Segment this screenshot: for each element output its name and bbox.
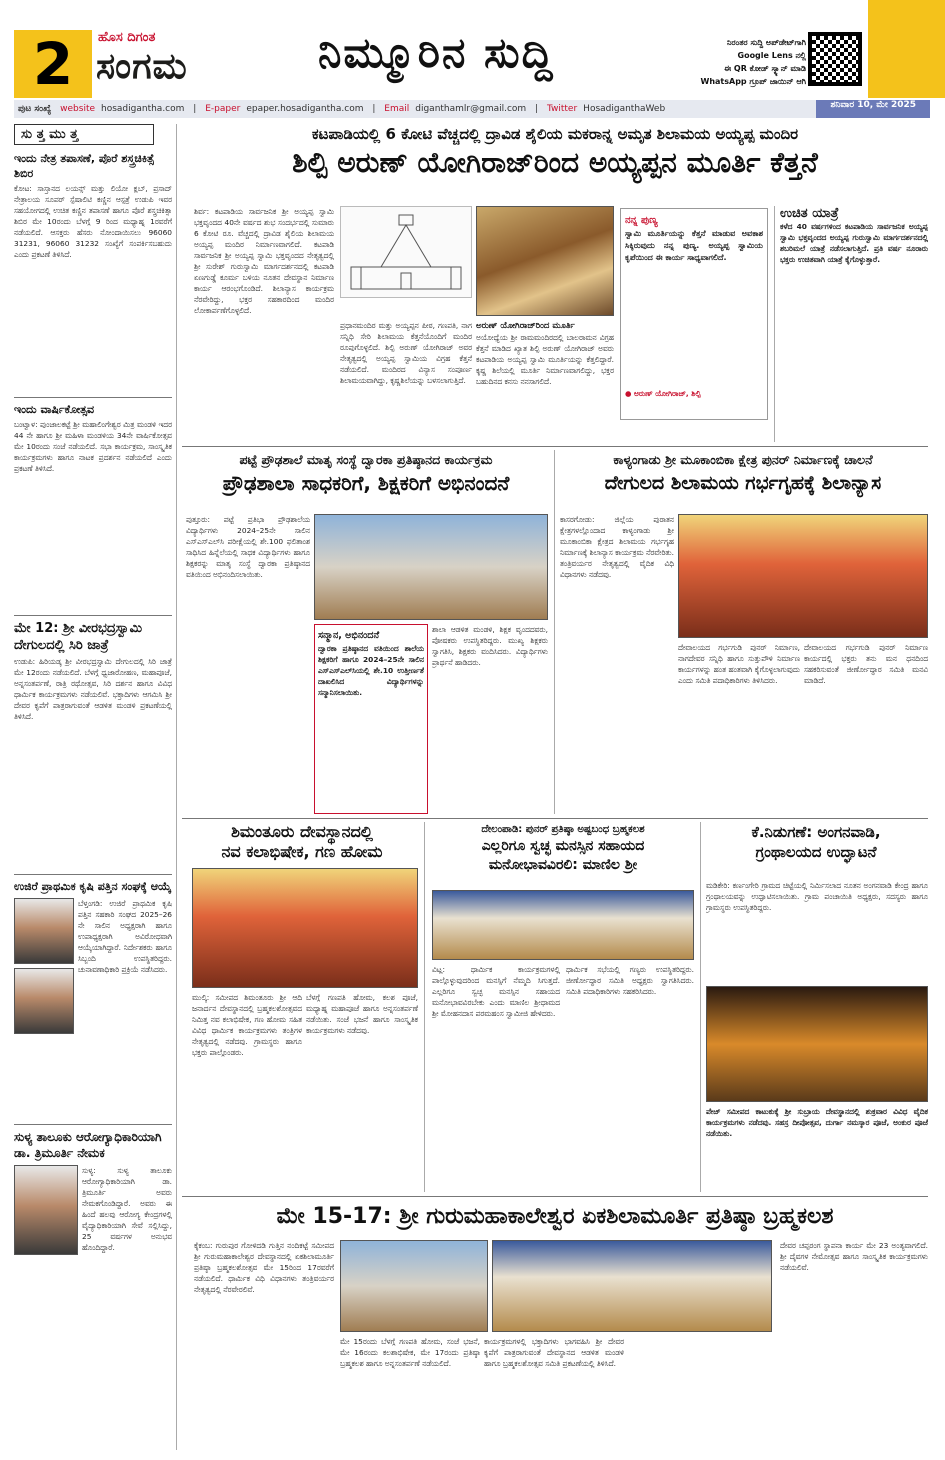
brand-small: ಹೊಸ ದಿಗಂತ: [98, 30, 156, 45]
main-col1: ಶಿರ್ವ: ಕಟಪಾಡಿಯ ಸಾರ್ವಜನಿಕ ಶ್ರೀ ಅಯ್ಯಪ್ಪ ಸ್ವಾಮಿ ಭಕ್ತವೃಂದದ 40ನೇ ವರ್ಷದ ಶುಭ ಸಂದರ್ಭದಲ್ಲಿ ಸುಮಾರು 6 ಕೋಟಿ ರೂ. ವೆಚ್ಚದಲ್ಲಿ ದ್ರಾವಿಡ ಶೈಲಿಯ ಶಿಲಾಮಯ ಅಯ್ಯಪ್ಪ ಮಂದಿರ ನಿರ್ಮಾಣವಾಗಲಿದೆ. ಕಟಪಾಡಿ ಸಾರ್ವಜನಿಕ ಶ್ರೀ ಅಯ್ಯಪ್ಪ ಸ್ವಾಮಿ ಭಕ್ತವೃಂದದ ನೇತೃತ್ವದಲ್ಲಿ ಶ್ರೀ ಸುರೇಶ್ ಗುರುಸ್ವಾಮಿ ಮಾರ್ಗದರ್ಶನದಲ್ಲಿ ಕಟಪಾಡಿ ಏಣಗುಡ್ಡೆ ಕೂರ್ಮ ಬಳಿಯ ನೂತನ ದೇವಸ್ಥಾನ ನಿರ್ಮಾಣ ಕಾರ್ಯ ಆರಂಭಗೊಂಡಿದೆ. ಶಿಲಾನ್ಯಾಸ ಕಾರ್ಯಕ್ರಮ ನೆರವೇರಿದ್ದು, ಭಕ್ತರ ಸಹಕಾರದಿಂದ ಮಂದಿರ ಲೋಕಾರ್ಪಣೆಗೊಳ್ಳಲಿದೆ.: [194, 207, 334, 315]
brief-text: ಕೋಟ: ಸಾಸ್ತಾನದ ಲಯನ್ಸ್ ಮತ್ತು ಲಿಯೋ ಕ್ಲಬ್, ಪ್ರಸಾದ್ ನೇತ್ರಾಲಯ ಸೂಪರ್ ಸ್ಪೆಷಾಲಿಟಿ ಕಣ್ಣಿನ ಆಸ್ಪತ್ರೆ ಉಡುಪಿ ಇವರ ಸಹಯೋಗದಲ್ಲಿ ಉಚಿತ ಕಣ್ಣಿನ ತಪಾಸಣೆ ಹಾಗೂ ಪೊರೆ ಶಸ್ತ್ರಚಿಕಿತ್ಸಾ ಶಿಬಿರ ಮೇ 10ರಂದು ಬೆಳಗ್ಗೆ 9 ರಿಂದ ಮಧ್ಯಾಹ್ನ 1ರವರೆಗೆ ನಡೆಯಲಿದೆ. ಆಸಕ್ತರು ಹೆಸರು ನೋಂದಾಯಿಸಲು 96060 31231, 96060 31232 ಸಂಖ್ಯೆಗೆ ಸಂಪರ್ಕಿಸಬಹುದು ಎಂದು ಪ್ರಕಟಣೆ ತಿಳಿಸಿದೆ.: [14, 184, 172, 259]
column-section-label: ಸು ತ್ತ ಮು ತ್ತ: [14, 124, 154, 145]
story-school: [182, 450, 550, 496]
website-label: website: [60, 104, 96, 114]
brief-text: ಬಂಟ್ವಾಳ: ಪುಂಜಾಲಕಟ್ಟೆ ಶ್ರೀ ಮಹಾಲಿಂಗೇಶ್ವರ ಮಿತ್ರ ಮಂಡಳಿ ಇದರ 44 ನೇ ಹಾಗೂ ಶ್ರೀ ಮಹಿಳಾ ಮಂಡಳಿಯ 34ನೇ ವಾರ್ಷಿಕೋತ್ಸವ ಮೇ 10ರಂದು ಸಂಜೆ ನಡೆಯಲಿದೆ. ಸಭಾ ಕಾರ್ಯಕ್ರಮ, ಸಾಂಸ್ಕೃತಿಕ ಕಾರ್ಯಕ್ರಮಗಳು ಹಾಗೂ ನಾಟಕ ಪ್ರದರ್ಶನ ನಡೆಯಲಿದೆ ಎಂದು ಪ್ರಕಟಣೆ ತಿಳಿಸಿದೆ.: [14, 420, 172, 473]
page-number: 2: [14, 30, 92, 98]
brand-logo: ಸಂಗಮ: [96, 46, 188, 87]
story-gurupura-col4: ದೇವರ ಚಪ್ಪರಂಗ ಸ್ಥಾಪನಾ ಕಾರ್ಯ ಮೇ 23 ಅಂತ್ಯವಾಗಲಿದೆ. ಶ್ರೀ ದೈವಗಳ ನೇಮೋತ್ಸವ ಹಾಗೂ ಸಾಂಸ್ಕೃತಿಕ ಕಾರ್ಯಕ್ರಮಗಳು ನಡೆಯಲಿವೆ.: [780, 1241, 928, 1272]
main-headline: ಶಿಲ್ಪಿ ಅರುಣ್ ಯೋಗಿರಾಜ್‌ರಿಂದ ಅಯ್ಯಪ್ಪನ ಮೂರ್ತಿ ಕೆತ್ತನೆ: [292, 146, 818, 179]
students-group-photo: [314, 514, 548, 620]
foundation-ceremony-photo: [678, 514, 928, 638]
side-title: ಉಚಿತ ಯಾತ್ರೆ: [780, 206, 839, 221]
story-school-col3: ಶಾಲಾ ಆಡಳಿತ ಮಂಡಳಿ, ಶಿಕ್ಷಕ ವೃಂದದವರು, ಪೋಷಕರು ಉಪಸ್ಥಿತರಿದ್ದರು. ಮುಖ್ಯ ಶಿಕ್ಷಕರು ಸ್ವಾಗತಿಸಿ, ಶಿಕ್ಷಕರು ವಂದಿಸಿದರು. ವಿದ್ಯಾರ್ಥಿಗಳು ಪ್ರಾರ್ಥನೆ ಹಾಡಿದರು.: [432, 625, 548, 667]
story-gurupura-text: ಕೈಕಂಬ: ಗುರುಪುರ ಗೋಳಿದಡಿ ಗುತ್ತಿನ ನಂದಿಕಟ್ಟೆ ಸಮೀಪದ ಶ್ರೀ ಗುರುಮಹಾಕಾಲೇಶ್ವರ ದೇವಸ್ಥಾನದಲ್ಲಿ ಏಕಶಿಲಾಮೂರ್ತಿ ಪ್ರತಿಷ್ಠಾ ಬ್ರಹ್ಮಕಲಶೋತ್ಸವ ಮೇ 15ರಿಂದ 17ರವರೆಗೆ ನಡೆಯಲಿದೆ. ಧಾರ್ಮಿಕ ವಿಧಿ ವಿಧಾನಗಳು ತಂತ್ರಿವರ್ಯರ ನೇತೃತ್ವದಲ್ಲಿ ನೆರವೇರಲಿವೆ.: [194, 1241, 334, 1294]
story-nidugane-text: ಮಡಿಕೇರಿ: ಕರ್ಣಂಗೇರಿ ಗ್ರಾಮದ ಚಿಟ್ಟೆಯಲ್ಲಿ ನಿರ್ಮಿಸಲಾದ ನೂತನ ಅಂಗನವಾಡಿ ಕೇಂದ್ರ ಹಾಗೂ ಗ್ರಂಥಾಲಯವನ್ನು ಉದ್ಘಾಟಿಸಲಾಯಿತು. ಗ್ರಾಮ ಪಂಚಾಯಿತಿ ಅಧ್ಯಕ್ಷರು, ಸದಸ್ಯರು ಹಾಗೂ ಗ್ರಾಮಸ್ಥರು ಉಪಸ್ಥಿತರಿದ್ದರು.: [706, 881, 928, 912]
photo-caption: ಪೇಜ್ ಸಮೀಪದ ಕಾಟುಕುಕ್ಕೆ ಶ್ರೀ ಸುಬ್ರಾಯ ದೇವಸ್ಥಾನದಲ್ಲಿ ಶುಕ್ರವಾರ ವಿವಿಧ ವೈದಿಕ ಕಾರ್ಯಕ್ರಮಗಳು ನಡೆದವು. ಸಹಸ್ರ ದೀಪೋತ್ಸವ, ದುರ್ಗಾ ನಮಸ್ಕಾರ ಪೂಜೆ, ಅಂಕುರ ಪೂಜೆ ನಡೆಯಿತು.: [706, 1107, 928, 1138]
corner-accent: [868, 0, 945, 98]
brief-title: ಇಂದು ವಾರ್ಷಿಕೋತ್ಸವ: [14, 403, 95, 416]
stage-event-photo: [432, 890, 694, 960]
box-text: ದ್ವಾರಕಾ ಪ್ರತಿಷ್ಠಾನದ ವತಿಯಿಂದ ಶಾಲೆಯ ಶಿಕ್ಷಕರಿಗೆ ಹಾಗೂ 2024–25ನೇ ಸಾಲಿನ ಎಸ್ಎಸ್ಎಲ್‌ಸಿಯಲ್ಲಿ ಶೇ.10 ಉತ್ತೀರ್ಣತೆ ದಾಖಲಿಸಿದ ವಿದ್ಯಾರ್ಥಿಗಳನ್ನು ಸನ್ಮಾನಿಸಲಾಯಿತು.: [318, 644, 424, 697]
quote-author: ● ಅರುಣ್ ಯೋಗಿರಾಜ್, ಶಿಲ್ಪಿ: [625, 389, 701, 398]
box-title: ಸನ್ಮಾನ, ಅಭಿನಂದನೆ: [318, 630, 380, 641]
website-link[interactable]: hosadigantha.com: [101, 104, 185, 114]
story-headline: ಮೇ 15-17: ಶ್ರೀ ಗುರುಮಹಾಕಾಲೇಶ್ವರ ಏಕಶಿಲಾಮೂರ್ತಿ ಪ್ರತಿಷ್ಠಾ ಬ್ರಹ್ಮಕಲಶ: [276, 1204, 834, 1229]
brief-title: ಉಜಿರೆ ಪ್ರಾಥಮಿಕ ಕೃಷಿ ಪತ್ತಿನ ಸಂಘಕ್ಕೆ ಆಯ್ಕೆ: [14, 880, 172, 893]
story-school-text: ಪುತ್ತೂರು: ಪಟ್ಟೆ ಪ್ರತಿಭಾ ಪ್ರೌಢಶಾಲೆಯ ವಿದ್ಯಾರ್ಥಿಗಳು 2024–25ನೇ ಸಾಲಿನ ಎಸ್ಎಸ್ಎಲ್‌ಸಿ ಪರೀಕ್ಷೆಯಲ್ಲಿ ಶೇ.100 ಫಲಿತಾಂಶ ಸಾಧಿಸಿದ ಹಿನ್ನೆಲೆಯಲ್ಲಿ ಸಾಧಕ ವಿದ್ಯಾರ್ಥಿಗಳು ಹಾಗೂ ಶಿಕ್ಷಕರನ್ನು ಮಾತೃ ಸಂಸ್ಥೆ ದ್ವಾರಕಾ ಪ್ರತಿಷ್ಠಾನದ ವತಿಯಿಂದ ಅಭಿನಂದಿಸಲಾಯಿತು.: [186, 515, 310, 579]
qr-line: ಈ QR ಕೋಡ್ ಸ್ಕ್ಯಾನ್ ಮಾಡಿ: [724, 64, 806, 73]
quote-box: [620, 208, 768, 420]
story-temple-stone-col3: ದೇವಾಲಯದ ಗರ್ಭಗುಡಿ ಪುನರ್ ನಿರ್ಮಾಣ ಕಾರ್ಯದಲ್ಲಿ ಭಕ್ತರು ತನು ಮನ ಧನದಿಂದ ಸಹಕರಿಸುವಂತೆ ಜೀರ್ಣೋದ್ಧಾರ ಸಮಿತಿ ಮನವಿ ಮಾಡಿದೆ.: [804, 643, 928, 685]
qr-line: ನಿರಂತರ ಸುದ್ದಿ ಅಪ್‌ಡೇಟ್‌ಗಾಗಿ: [726, 38, 806, 47]
person-photo: [14, 968, 74, 1034]
story-nidugane: [704, 822, 928, 862]
quote-text: ಸ್ವಾಮಿ ಮೂರ್ತಿಯನ್ನು ಕೆತ್ತನೆ ಮಾಡುವ ಅವಕಾಶ ಸಿಕ್ಕಿರುವುದು ನನ್ನ ಪುಣ್ಯ. ಅಯ್ಯಪ್ಪ ಸ್ವಾಮಿಯ ಕೃಪೆಯಿಂದ ಈ ಕಾರ್ಯ ಸಾಧ್ಯವಾಗಲಿದೆ.: [625, 229, 763, 262]
email-label: Email: [384, 104, 410, 114]
epaper-link[interactable]: epaper.hosadigantha.com: [246, 104, 364, 114]
temple-sculpture-photo: [476, 206, 614, 316]
qr-line: WhatsApp ಗ್ರೂಪ್ ಜಾಯಿನ್ ಆಗಿ: [700, 77, 806, 86]
story-gurupura-col2: ಮೇ 15ರಂದು ಬೆಳಗ್ಗೆ ಗಣಪತಿ ಹೋಮ, ಸಂಜೆ ಭಜನೆ, ಮೇ 16ರಂದು ಕಲಶಾಭಿಷೇಕ, ಮೇ 17ರಂದು ಪ್ರತಿಷ್ಠಾ ಬ್ರಹ್ಮಕಲಶ ಹಾಗೂ ಅನ್ನಸಂತರ್ಪಣೆ ನಡೆಯಲಿದೆ.: [340, 1337, 480, 1368]
felicitation-box: [314, 624, 428, 814]
story-delampadi: [428, 822, 698, 875]
qr-line: Google Lens ನಲ್ಲಿ: [737, 51, 806, 60]
brief-text: ಉಡುಪಿ: ಹಿರಿಯಡ್ಕ ಶ್ರೀ ವೀರಭದ್ರಸ್ವಾಮಿ ದೇಗುಲದಲ್ಲಿ ಸಿರಿ ಜಾತ್ರೆ ಮೇ 12ರಂದು ನಡೆಯಲಿದೆ. ಬೆಳಗ್ಗೆ ಧ್ವಜಾರೋಹಣ, ಮಹಾಪೂಜೆ, ಅನ್ನಸಂತರ್ಪಣೆ, ರಾತ್ರಿ ರಥೋತ್ಸವ, ಸಿರಿ ದರ್ಶನ ಹಾಗೂ ವಿವಿಧ ಧಾರ್ಮಿಕ ಕಾರ್ಯಕ್ರಮಗಳು ನಡೆಯಲಿವೆ. ಭಕ್ತಾದಿಗಳು ಆಗಮಿಸಿ ಶ್ರೀ ದೇವರ ಕೃಪೆಗೆ ಪಾತ್ರರಾಗುವಂತೆ ಆಡಳಿತ ಮಂಡಳಿ ಪ್ರಕಟಣೆಯಲ್ಲಿ ತಿಳಿಸಿದೆ.: [14, 657, 172, 721]
main-col4-end: [620, 424, 768, 442]
epaper-label: E-paper: [205, 104, 241, 114]
story-headline-2: ಗ್ರಂಥಾಲಯದ ಉದ್ಘಾಟನೆ: [755, 843, 877, 861]
story-gurupura: [182, 1202, 928, 1232]
temple-construction-photo: [340, 1240, 488, 1332]
story-temple-stone-col2: ದೇವಾಲಯದ ಗರ್ಭಗುಡಿ ಪುನರ್ ನಿರ್ಮಾಣ, ನಾಗದೇವರ ಸನ್ನಿಧಿ ಹಾಗೂ ಸುತ್ತುಪೌಳಿ ನಿರ್ಮಾಣ ಕಾರ್ಯಗಳನ್ನು ಹಂತ ಹಂತವಾಗಿ ಕೈಗೊಳ್ಳಲಾಗುವುದು ಎಂದು ಸಮಿತಿ ಪದಾಧಿಕಾರಿಗಳು ತಿಳಿಸಿದರು.: [678, 643, 800, 685]
story-kicker: ದೇಲಂಪಾಡಿ: ಪುನರ್ ಪ್ರತಿಷ್ಠಾ ಅಷ್ಟಬಂಧ ಬ್ರಹ್ಮಕಲಶ: [481, 824, 645, 835]
main-col3-text: ಅಯೋಧ್ಯೆಯ ಶ್ರೀ ರಾಮಮಂದಿರದಲ್ಲಿ ಬಾಲರಾಮನ ವಿಗ್ರಹ ಕೆತ್ತನೆ ಮಾಡಿದ ಖ್ಯಾತ ಶಿಲ್ಪಿ ಅರುಣ್ ಯೋಗಿರಾಜ್ ಅವರು ಕಟಪಾಡಿಯ ಅಯ್ಯಪ್ಪ ಸ್ವಾಮಿ ಮೂರ್ತಿಯನ್ನು ಕೆತ್ತಲಿದ್ದಾರೆ. ಕೃಷ್ಣ ಶಿಲೆಯಲ್ಲಿ ಮೂರ್ತಿ ನಿರ್ಮಾಣವಾಗಲಿದ್ದು, ಭಕ್ತರ ಬಹುದಿನದ ಕನಸು ನನಸಾಗಲಿದೆ.: [476, 333, 614, 386]
person-photo: [14, 1165, 78, 1255]
story-kicker: ಪಟ್ಟೆ ಪ್ರೌಢಶಾಲೆ ಮಾತೃ ಸಂಸ್ಥೆ ದ್ವಾರಕಾ ಪ್ರತಿಷ್ಠಾನದ ಕಾರ್ಯಕ್ರಮ: [239, 452, 493, 467]
subhead: ಅರುಣ್ ಯೋಗಿರಾಜ್‌ರಿಂದ ಮೂರ್ತಿ: [476, 321, 575, 331]
story-headline-1: ಎಲ್ಲರಿಗೂ ಸ್ವಚ್ಛ ಮನಸ್ಸಿನ ಸಹಾಯದ: [481, 838, 645, 854]
story-gurupura-col3: ಕಾರ್ಯಕ್ರಮಗಳಲ್ಲಿ ಭಕ್ತಾದಿಗಳು ಭಾಗವಹಿಸಿ ಶ್ರೀ ದೇವರ ಕೃಪೆಗೆ ಪಾತ್ರರಾಗುವಂತೆ ದೇವಸ್ಥಾನದ ಆಡಳಿತ ಮಂಡಳಿ ಹಾಗೂ ಬ್ರಹ್ಮಕಲಶೋತ್ಸವ ಸಮಿತಿ ಪ್ರಕಟಣೆಯಲ್ಲಿ ತಿಳಿಸಿದೆ.: [484, 1337, 624, 1368]
story-temple-stone: [558, 450, 928, 496]
masthead: [0, 0, 945, 98]
main-story: [182, 124, 928, 182]
date-badge: ಶನಿವಾರ 10, ಮೇ 2025: [816, 100, 930, 118]
quote-title: ನನ್ನ ಪುಣ್ಯ: [625, 215, 658, 226]
story-shimantur-text: ಮುಲ್ಕಿ: ಸಮೀಪದ ಶಿಮಂತೂರು ಶ್ರೀ ಆದಿ ಜನಾರ್ದನ ದೇವಸ್ಥಾನದಲ್ಲಿ ಬ್ರಹ್ಮಕಲಶೋತ್ಸವದ ನಿಮಿತ್ತ ನವ ಕಲಾಭಿಷೇಕ, ಗಣ ಹೋಮ ಸಹಿತ ವಿವಿಧ ಧಾರ್ಮಿಕ ಕಾರ್ಯಕ್ರಮಗಳು ತಂತ್ರಿಗಳ ನೇತೃತ್ವದಲ್ಲಿ ನಡೆದವು. ಗ್ರಾಮಸ್ಥರು ಹಾಗೂ ಭಕ್ತರು ಪಾಲ್ಗೊಂಡರು.: [192, 993, 302, 1057]
story-headline-1: ಶಿಮಂತೂರು ದೇವಸ್ಥಾನದಲ್ಲಿ: [231, 822, 373, 841]
story-shimantur-col2: ಬೆಳಗ್ಗೆ ಗಣಪತಿ ಹೋಮ, ಕಲಶ ಪೂಜೆ, ಮಧ್ಯಾಹ್ನ ಮಹಾಪೂಜೆ ಹಾಗೂ ಅನ್ನಸಂತರ್ಪಣೆ ನಡೆಯಿತು. ಸಂಜೆ ಭಜನೆ ಹಾಗೂ ಸಾಂಸ್ಕೃತಿಕ ಕಾರ್ಯಕ್ರಮಗಳು ನಡೆದವು.: [306, 993, 418, 1035]
story-headline: ಪ್ರೌಢಶಾಲಾ ಸಾಧಕರಿಗೆ, ಶಿಕ್ಷಕರಿಗೆ ಅಭಿನಂದನೆ: [222, 471, 510, 495]
person-photo: [14, 898, 74, 964]
info-bar: ಪುಟ ಸಂಖ್ಯೆ website hosadigantha.com | E-paper epaper.hosadigantha.com | Email diganthamlr@gmail.com | Twitter HosadiganthaWeb ಶನಿವಾರ 10, ಮೇ 2025: [14, 100, 930, 118]
side-text: ಕಳೆದ 40 ವರ್ಷಗಳಿಂದ ಕಟಪಾಡಿಯ ಸಾರ್ವಜನಿಕ ಅಯ್ಯಪ್ಪ ಸ್ವಾಮಿ ಭಕ್ತವೃಂದದ ಅಯ್ಯಪ್ಪ ಗುರುಸ್ವಾಮಿ ಮಾರ್ಗದರ್ಶನದಲ್ಲಿ ಶಬರಿಮಲೆ ಯಾತ್ರೆ ನಡೆಸಲಾಗುತ್ತಿದೆ. ಪ್ರತಿ ವರ್ಷ ನೂರಾರು ಭಕ್ತರು ಉಚಿತವಾಗಿ ಯಾತ್ರೆ ಕೈಗೊಳ್ಳುತ್ತಾರೆ.: [780, 222, 928, 264]
left-column: [14, 124, 172, 1450]
story-gurupura-col3b: [628, 1336, 772, 1450]
homa-ritual-photo: [192, 868, 418, 988]
story-delampadi-text: ವಿಟ್ಲ: ಧಾರ್ಮಿಕ ಕಾರ್ಯಕ್ರಮಗಳಲ್ಲಿ ಪಾಲ್ಗೊಳ್ಳುವುದರಿಂದ ಮನಸ್ಸಿಗೆ ನೆಮ್ಮದಿ ಸಿಗುತ್ತದೆ. ಎಲ್ಲರಿಗೂ ಸ್ವಚ್ಛ ಮನಸ್ಸಿನ ಸಹಾಯದ ಮನೋಭಾವವಿರಬೇಕು ಎಂದು ಮಾಣಿಲ ಶ್ರೀಧಾಮದ ಶ್ರೀ ಮೋಹನದಾಸ ಪರಮಹಂಸ ಸ್ವಾಮೀಜಿ ಹೇಳಿದರು.: [432, 965, 560, 1018]
story-shimantur: [182, 822, 422, 862]
committee-group-photo: [492, 1240, 772, 1332]
section-title: ನಿಮ್ಮೂರಿನ ಸುದ್ದಿ: [318, 28, 555, 77]
brief-text: ಬೆಳ್ತಂಗಡಿ: ಉಜಿರೆ ಪ್ರಾಥಮಿಕ ಕೃಷಿ ಪತ್ತಿನ ಸಹಕಾರಿ ಸಂಘದ 2025–26 ನೇ ಸಾಲಿನ ಅಧ್ಯಕ್ಷರಾಗಿ ಹಾಗೂ ಉಪಾಧ್ಯಕ್ಷರಾಗಿ ಅವಿರೋಧವಾಗಿ ಆಯ್ಕೆಯಾಗಿದ್ದಾರೆ. ನಿರ್ದೇಶಕರು ಹಾಗೂ ಸಿಬ್ಬಂದಿ ಉಪಸ್ಥಿತರಿದ್ದರು. ಚುನಾವಣಾಧಿಕಾರಿ ಪ್ರಕ್ರಿಯೆ ನಡೆಸಿದರು.: [78, 899, 172, 974]
qr-instructions: [698, 36, 806, 88]
twitter-link[interactable]: HosadiganthaWeb: [583, 104, 666, 114]
temple-drawing: [340, 206, 472, 298]
brief-text: ಸುಳ್ಯ: ಸುಳ್ಯ ತಾಲೂಕು ಆರೋಗ್ಯಾಧಿಕಾರಿಯಾಗಿ ಡಾ. ತ್ರಿಮೂರ್ತಿ ಅವರು ನೇಮಕಗೊಂಡಿದ್ದಾರೆ. ಅವರು ಈ ಹಿಂದೆ ಹಲವು ಆರೋಗ್ಯ ಕೇಂದ್ರಗಳಲ್ಲಿ ವೈದ್ಯಾಧಿಕಾರಿಯಾಗಿ ಸೇವೆ ಸಲ್ಲಿಸಿದ್ದು, 25 ವರ್ಷಗಳ ಅನುಭವ ಹೊಂದಿದ್ದಾರೆ.: [82, 1166, 172, 1252]
story-temple-stone-text: ಕಾಸರಗೋಡು: ಜಿಲ್ಲೆಯ ಪುರಾತನ ಕ್ಷೇತ್ರಗಳಲ್ಲೊಂದಾದ ಕಾಳ್ಯಂಗಾಡು ಶ್ರೀ ಮೂಕಾಂಬಿಕಾ ಕ್ಷೇತ್ರದ ಶಿಲಾಮಯ ಗರ್ಭಗೃಹ ನಿರ್ಮಾಣಕ್ಕೆ ಶಿಲಾನ್ಯಾಸ ಕಾರ್ಯಕ್ರಮ ನೆರವೇರಿತು. ತಂತ್ರಿವರ್ಯರ ನೇತೃತ್ವದಲ್ಲಿ ವೈದಿಕ ವಿಧಿ ವಿಧಾನಗಳು ನಡೆದವು.: [560, 515, 674, 579]
story-delampadi-col2: ಧಾರ್ಮಿಕ ಸಭೆಯಲ್ಲಿ ಗಣ್ಯರು ಉಪಸ್ಥಿತರಿದ್ದರು. ಜೀರ್ಣೋದ್ಧಾರ ಸಮಿತಿ ಅಧ್ಯಕ್ಷರು ಸ್ವಾಗತಿಸಿದರು. ಸಮಿತಿ ಪದಾಧಿಕಾರಿಗಳು ಸಹಕರಿಸಿದರು.: [566, 965, 694, 996]
main-kicker: ಕಟಪಾಡಿಯಲ್ಲಿ 6 ಕೋಟಿ ವೆಚ್ಚದಲ್ಲಿ ದ್ರಾವಿಡ ಶೈಲಿಯ ಮಕರಾನ್ನ ಅಮೃತ ಶಿಲಾಮಯ ಅಯ್ಯಪ್ಪ ಮಂದಿರ: [311, 125, 799, 143]
brief-text-continued: [14, 1036, 172, 1120]
story-headline-2: ನವ ಕಲಾಭಿಷೇಕ, ಗಣ ಹೋಮ: [221, 842, 383, 861]
brief-title: ಇಂದು ನೇತ್ರ ತಪಾಸಣೆ, ಪೊರೆ ಶಸ್ತ್ರಚಿಕಿತ್ಸೆ ಶಿಬಿರ: [14, 152, 155, 180]
side-box: [780, 206, 928, 431]
main-col2: ಪ್ರಧಾನಮಂದಿರ ಮತ್ತು ಅಯ್ಯಪ್ಪನ ಪೀಠ, ಗಣಪತಿ, ನಾಗ ಸನ್ನಿಧಿ ಸೇರಿ ಶಿಲಾಮಯ ಕೆತ್ತನೆಯೊಂದಿಗೆ ಮಂದಿರ ರೂಪುಗೊಳ್ಳಲಿದೆ. ಶಿಲ್ಪಿ ಅರುಣ್ ಯೋಗಿರಾಜ್ ಅವರ ನೇತೃತ್ವದಲ್ಲಿ ಅಯ್ಯಪ್ಪ ಸ್ವಾಮಿಯ ವಿಗ್ರಹ ಕೆತ್ತನೆ ನಡೆಯಲಿದೆ. ಮಂದಿರದ ವಿನ್ಯಾಸ ಸಂಪೂರ್ಣ ಶಿಲಾಮಯವಾಗಿದ್ದು, ಕೃಷ್ಣಶಿಲೆಯನ್ನು ಬಳಸಲಾಗುತ್ತಿದೆ.: [340, 321, 472, 385]
main-col3: [476, 320, 614, 440]
info-city: ಪುಟ ಸಂಖ್ಯೆ: [18, 104, 52, 114]
lamp-festival-photo: [706, 986, 928, 1102]
brief-title: ಸುಳ್ಯ ತಾಲೂಕು ಆರೋಗ್ಯಾಧಿಕಾರಿಯಾಗಿ ಡಾ. ತ್ರಿಮೂರ್ತಿ ನೇಮಕ: [14, 1130, 162, 1160]
twitter-label: Twitter: [547, 104, 578, 114]
story-headline-1: ಕೆ.ನಿಡುಗಣೆ: ಅಂಗನವಾಡಿ,: [751, 823, 881, 841]
brief-title: ಮೇ 12: ಶ್ರೀ ವೀರಭದ್ರಸ್ವಾಮಿ ದೇಗುಲದಲ್ಲಿ ಸಿರಿ ಜಾತ್ರೆ: [14, 621, 143, 653]
email-link[interactable]: diganthamlr@gmail.com: [415, 104, 527, 114]
story-headline: ದೇಗುಲದ ಶಿಲಾಮಯ ಗರ್ಭಗೃಹಕ್ಕೆ ಶಿಲಾನ್ಯಾಸ: [604, 472, 882, 494]
story-headline-2: ಮನೋಭಾವವಿರಲಿ: ಮಾಣಿಲ ಶ್ರೀ: [488, 857, 638, 873]
qr-code-icon[interactable]: [808, 32, 862, 86]
story-kicker: ಕಾಳ್ಯಂಗಾಡು ಶ್ರೀ ಮೂಕಾಂಬಿಕಾ ಕ್ಷೇತ್ರ ಪುನರ್ ನಿರ್ಮಾಣಕ್ಕೆ ಚಾಲನೆ: [613, 452, 873, 467]
